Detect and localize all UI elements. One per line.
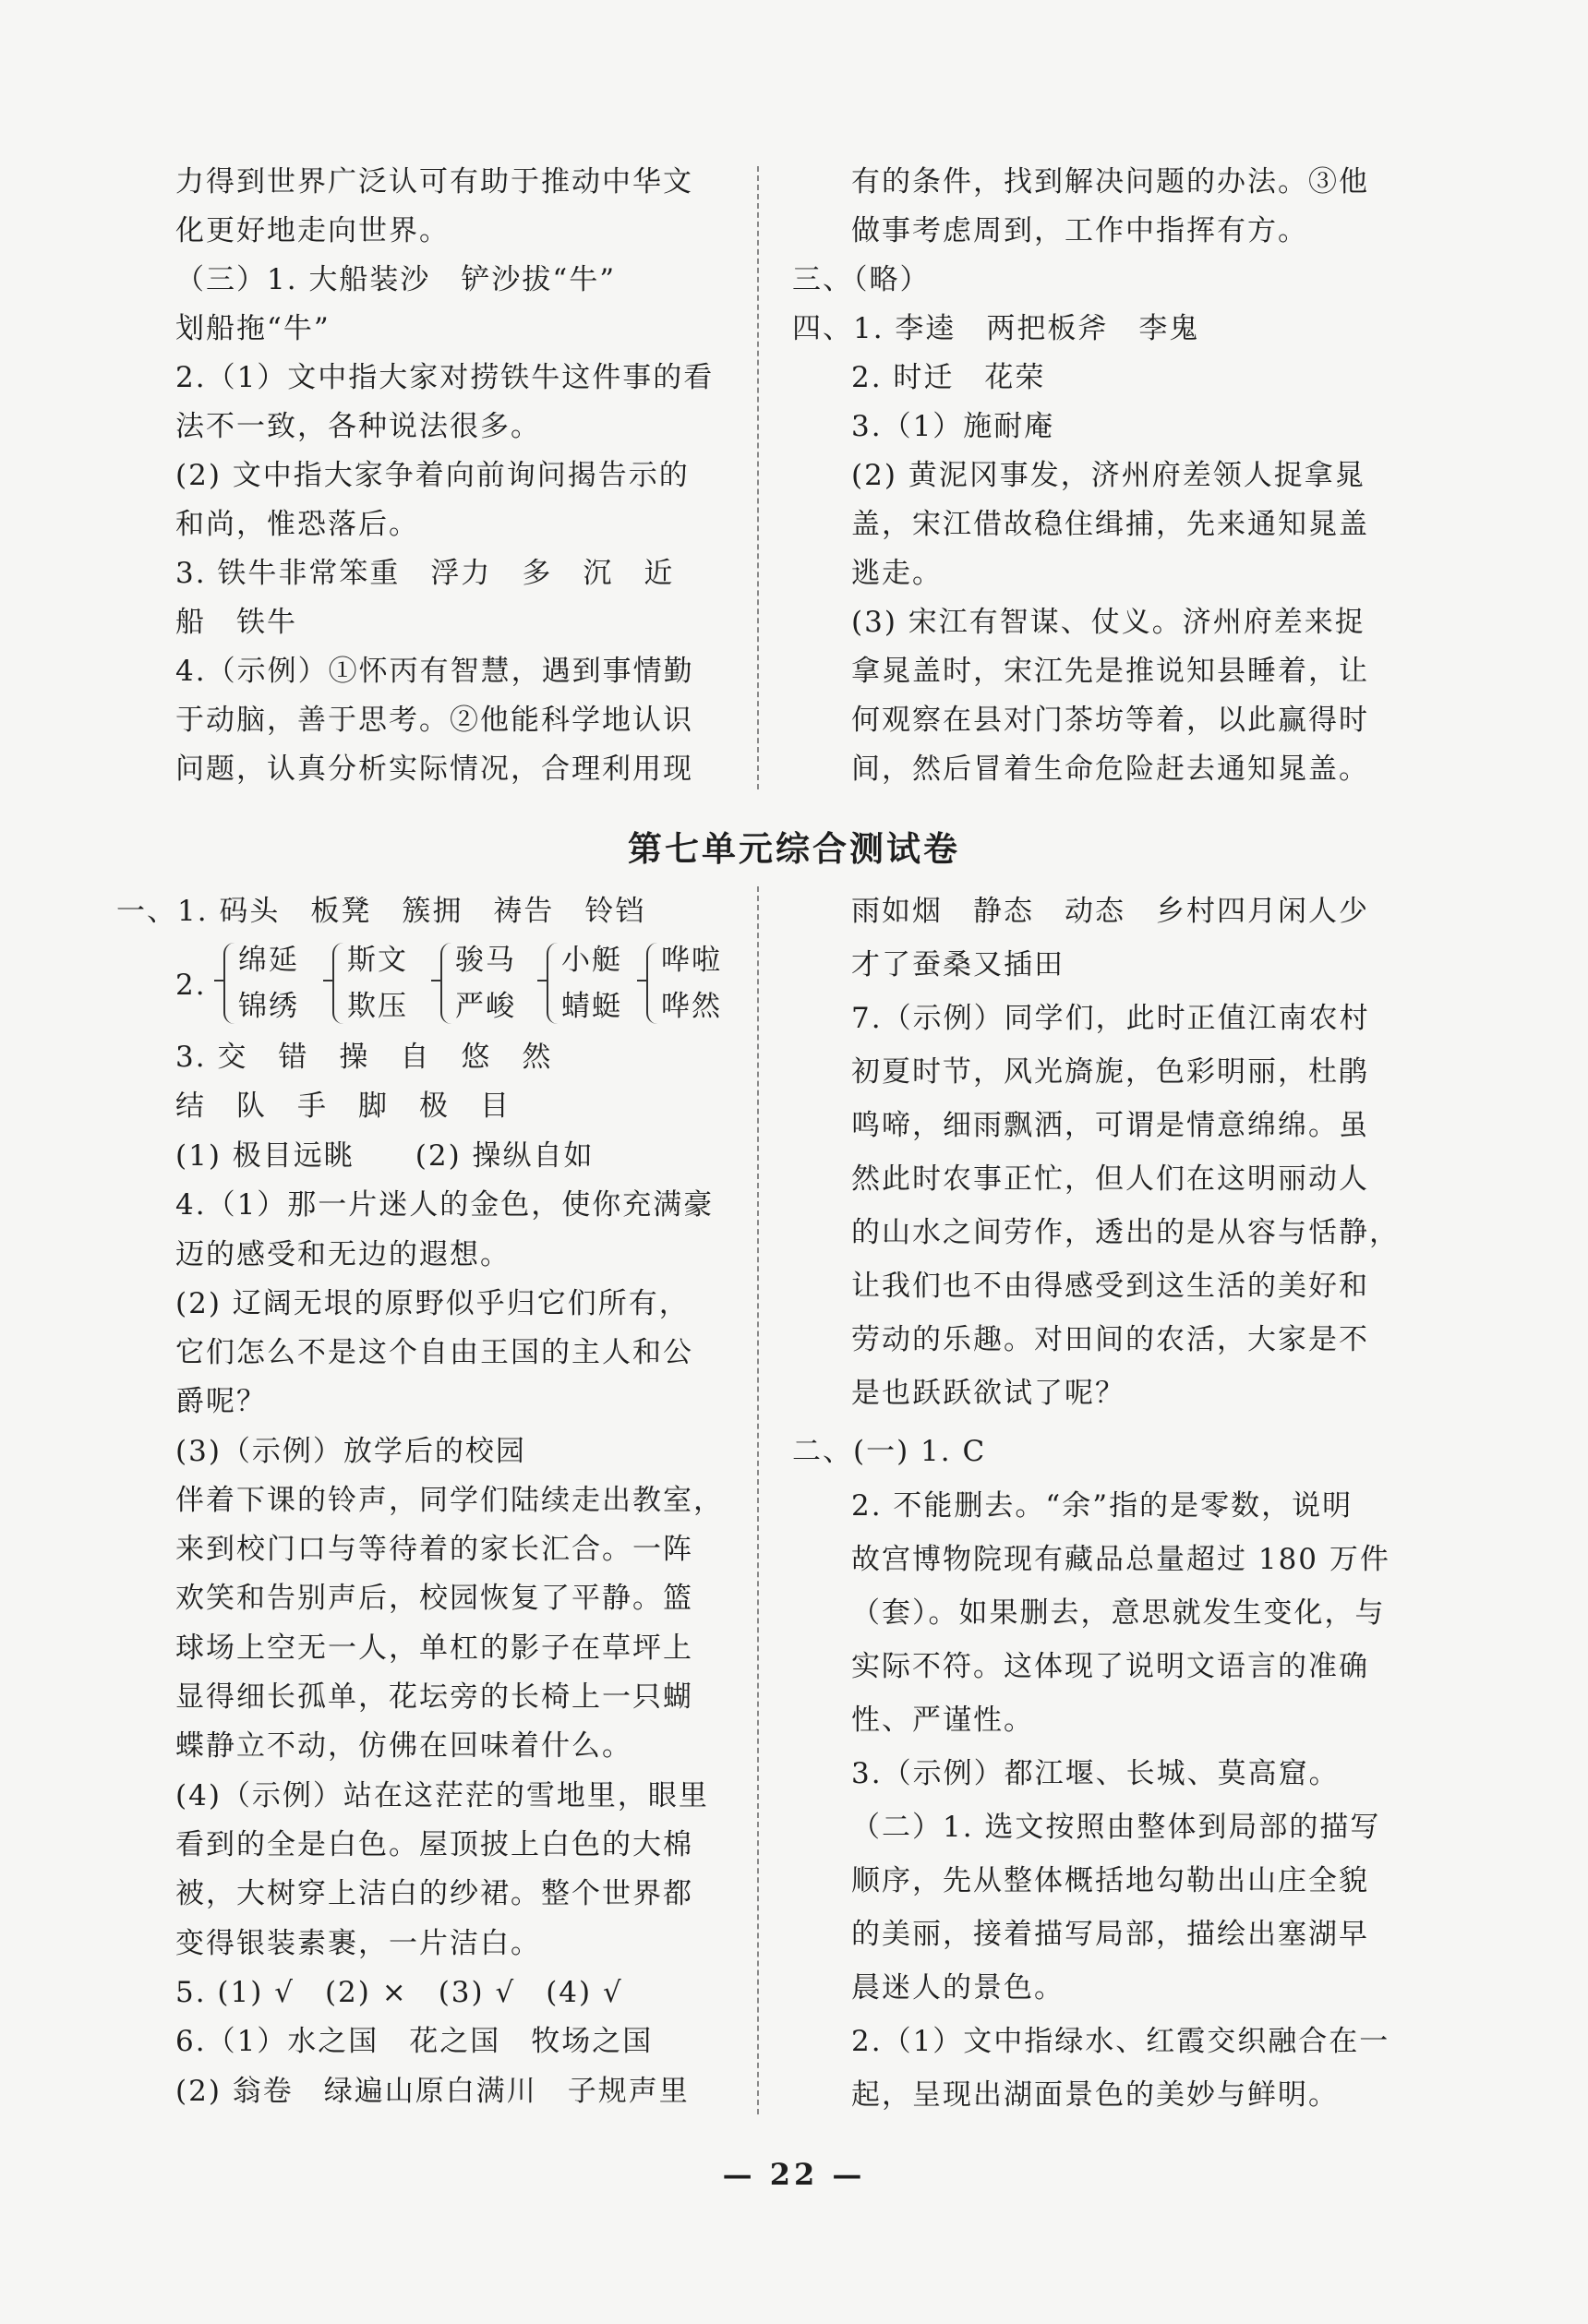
word-pair-top: 绵延 [238, 944, 299, 977]
text-line: 力得到世界广泛认可有助于推动中华文 [175, 165, 693, 199]
text-line: 化更好地走向世界。 [175, 214, 450, 247]
text-line: 它们怎么不是这个自由王国的主人和公 [175, 1336, 693, 1369]
word-pair-top: 斯文 [347, 944, 408, 977]
text-line: 初夏时节，风光旖旎，色彩明丽，杜鹃 [851, 1055, 1369, 1089]
text-line: 让我们也不由得感受到这生活的美好和 [851, 1270, 1369, 1303]
text-line: (3)（示例）放学后的校园 [175, 1435, 526, 1468]
text-line: 2. 时迁 花荣 [851, 361, 1046, 394]
brace-icon [547, 943, 558, 1024]
text-line: 然此时农事正忙，但人们在这明丽动人 [851, 1162, 1369, 1196]
text-line: 被，大树穿上洁白的纱裙。整个世界都 [175, 1877, 693, 1910]
text-line: 2. 不能删去。“余”指的是零数，说明 [851, 1489, 1353, 1523]
text-line: 雨如烟 静态 动态 乡村四月闲人少 [851, 895, 1369, 928]
text-line: 性、严谨性。 [851, 1704, 1034, 1737]
text-line: 和尚，惟恐落后。 [175, 508, 419, 541]
text-line: (2) 辽阔无垠的原野似乎归它们所有， [175, 1287, 690, 1320]
text-line: 蝶静立不动，仿佛在回味着什么。 [175, 1729, 632, 1763]
word-pair-bottom: 蜻蜓 [561, 990, 622, 1023]
text-line: 做事考虑周到，工作中指挥有方。 [851, 214, 1308, 247]
text-line: (1) 极目远眺 (2) 操纵自如 [175, 1139, 595, 1173]
word-pair-bottom: 锦绣 [238, 990, 299, 1023]
text-line: 结 队 手 脚 极 目 [175, 1090, 511, 1123]
text-line: 法不一致，各种说法很多。 [175, 410, 541, 443]
text-line: 问题，认真分析实际情况，合理利用现 [175, 753, 693, 786]
text-line: 显得细长孤单，花坛旁的长椅上一只蝴 [175, 1680, 693, 1714]
text-line: 3. 铁牛非常笨重 浮力 多 沉 近 [175, 557, 675, 590]
text-line: (4)（示例）站在这茫茫的雪地里，眼里 [175, 1779, 709, 1812]
text-line: (2) 文中指大家争着向前询问揭告示的 [175, 459, 690, 492]
text-line: （三）1. 大船装沙 铲沙拔“牛” [175, 263, 617, 296]
brace-icon [223, 943, 235, 1024]
text-line: (3) 宋江有智谋、仗义。济州府差来捉 [851, 606, 1365, 639]
text-line: 实际不符。这体现了说明文语言的准确 [851, 1650, 1369, 1683]
text-line: 四、1. 李逵 两把板斧 李鬼 [792, 312, 1200, 345]
text-line: 的山水之间劳作，透出的是从容与恬静， [851, 1216, 1400, 1249]
word-pair-bottom: 哗然 [661, 990, 722, 1023]
text-line: 6.（1）水之国 花之国 牧场之国 [175, 2025, 654, 2058]
text-line: 鸣啼，细雨飘洒，可谓是情意绵绵。虽 [851, 1109, 1369, 1142]
text-line: 爵呢？ [175, 1385, 267, 1418]
column-divider [757, 166, 759, 789]
text-line: 3.（1）施耐庵 [851, 410, 1055, 443]
text-line: 2.（1）文中指绿水、红霞交织融合在一 [851, 2025, 1390, 2058]
text-line: 有的条件，找到解决问题的办法。③他 [851, 165, 1369, 199]
text-line: 7.（示例）同学们，此时正值江南农村 [851, 1002, 1370, 1035]
text-line: 船 铁牛 [175, 606, 297, 639]
section-title: 第七单元综合测试卷 [628, 829, 960, 869]
text-line: 迈的感受和无边的遐想。 [175, 1238, 511, 1271]
text-line: 欢笑和告别声后，校园恢复了平静。篮 [175, 1582, 693, 1615]
text-line: （套）。如果删去，意思就发生变化，与 [851, 1596, 1386, 1630]
brace-icon [646, 943, 657, 1024]
text-line: （二）1. 选文按照由整体到局部的描写 [851, 1811, 1381, 1844]
column-divider [757, 886, 759, 2114]
text-line: 伴着下课的铃声，同学们陆续走出教室， [175, 1484, 724, 1517]
text-line: 三、（略） [792, 263, 931, 296]
text-line: 4.（示例）①怀丙有智慧，遇到事情勤 [175, 655, 694, 688]
text-line: 看到的全是白色。屋顶披上白色的大棉 [175, 1828, 693, 1861]
word-pair-top: 骏马 [455, 944, 516, 977]
text-line: 的美丽，接着描写局部，描绘出塞湖早 [851, 1918, 1369, 1951]
text-line: 晨迷人的景色。 [851, 1971, 1065, 2005]
text-line: 故宫博物院现有藏品总量超过 180 万件 [851, 1543, 1390, 1576]
text-line: 球场上空无一人，单杠的影子在草坪上 [175, 1632, 693, 1665]
page-number: — 22 — [722, 2157, 866, 2192]
text-line: 是也跃跃欲试了呢？ [851, 1377, 1125, 1410]
text-line: 何观察在县对门茶坊等着，以此赢得时 [851, 704, 1369, 737]
text-line: 劳动的乐趣。对田间的农活，大家是不 [851, 1323, 1369, 1356]
brace-icon [440, 943, 451, 1024]
text-line: 2. [175, 969, 207, 1002]
text-line: 3. 交 错 操 自 悠 然 [175, 1041, 553, 1074]
text-line: 盖，宋江借故稳住缉捕，先来通知晁盖 [851, 508, 1369, 541]
brace-icon [332, 943, 343, 1024]
text-line: 划船拖“牛” [175, 312, 331, 345]
text-line: 一、1. 码头 板凳 簇拥 祷告 铃铛 [116, 895, 646, 928]
text-line: 于动脑，善于思考。②他能科学地认识 [175, 704, 693, 737]
text-line: (2) 黄泥冈事发，济州府差领人捉拿晁 [851, 459, 1365, 492]
text-line: 来到校门口与等待着的家长汇合。一阵 [175, 1533, 693, 1566]
text-line: 4.（1）那一片迷人的金色，使你充满豪 [175, 1188, 715, 1222]
text-line: 二、(一) 1. C [792, 1435, 987, 1468]
text-line: 逃走。 [851, 557, 943, 590]
word-pair-top: 小艇 [561, 944, 622, 977]
text-line: 2.（1）文中指大家对捞铁牛这件事的看 [175, 361, 715, 394]
word-pair-top: 哗啦 [661, 944, 722, 977]
text-line: 变得银装素裹，一片洁白。 [175, 1927, 541, 1960]
text-line: 5. (1) √ (2) × (3) √ (4) √ [175, 1976, 623, 2009]
text-line: 起，呈现出湖面景色的美妙与鲜明。 [851, 2078, 1339, 2112]
text-line: 拿晁盖时，宋江先是推说知县睡着，让 [851, 655, 1369, 688]
text-line: 3.（示例）都江堰、长城、莫高窟。 [851, 1757, 1340, 1790]
word-pair-bottom: 欺压 [347, 990, 408, 1023]
text-line: (2) 翁卷 绿遍山原白满川 子规声里 [175, 2075, 690, 2108]
text-line: 顺序，先从整体概括地勾勒出山庄全貌 [851, 1864, 1369, 1897]
word-pair-bottom: 严峻 [455, 990, 516, 1023]
text-line: 才了蚕桑又插田 [851, 948, 1065, 981]
text-line: 间，然后冒着生命危险赶去通知晁盖。 [851, 753, 1369, 786]
